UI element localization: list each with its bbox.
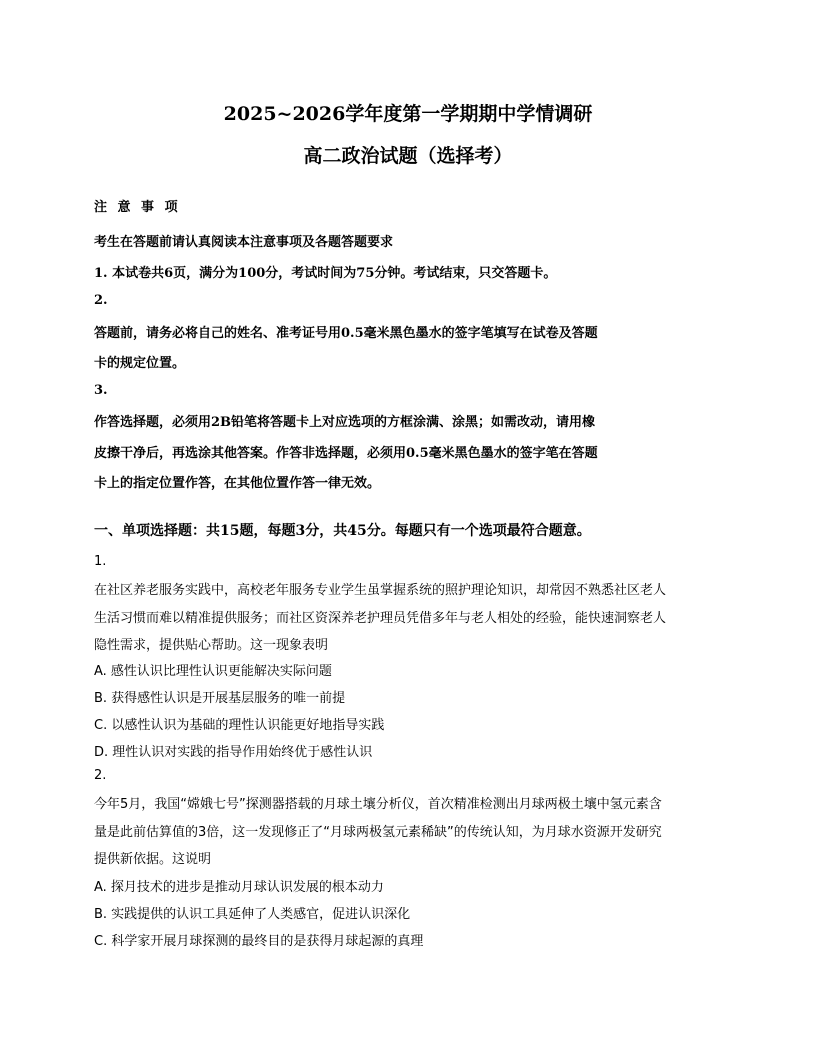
notice-item-3-line-2: 皮擦干净后，再选涂其他答案。作答非选择题，必须用0.5毫米黑色墨水的签字笔在答题 [94,446,598,461]
notice-item-2-line-2: 卡的规定位置。 [94,356,186,371]
exam-title: 2025~2026学年度第一学期期中学情调研 [223,103,593,125]
question-2-stem-line-1: 今年5月，我国“嫦娥七号”探测器搭载的月球土壤分析仪，首次精准检测出月球两极土壤中氢元素含 [94,797,662,812]
question-2-stem-line-2: 量是此前估算值的3倍，这一发现修正了“月球两极氢元素稀缺”的传统认知，为月球水资源开发研究 [94,825,662,840]
question-2-option-b: B. 实践提供的认识工具延伸了人类感官，促进认识深化 [94,907,411,922]
question-1-stem-line-2: 生活习惯而难以精准提供服务；而社区资深养老护理员凭借多年与老人相处的经验，能快速洞察老人 [94,611,667,626]
exam-subtitle: 高二政治试题（选择考） [303,145,513,167]
question-2-stem-line-3: 提供新依据。这说明 [94,852,212,867]
question-1-option-c: C. 以感性认识为基础的理性认识能更好地指导实践 [94,718,385,733]
notice-item-3-line-1: 作答选择题，必须用2B铅笔将答题卡上对应选项的方框涂满、涂黑；如需改动，请用橡 [94,415,596,430]
notice-item-2-line-1: 答题前，请务必将自己的姓名、准考证号用0.5毫米黑色墨水的签字笔填写在试卷及答题 [94,326,598,341]
question-1-number: 1. [94,554,107,569]
question-1-option-a: A. 感性认识比理性认识更能解决实际问题 [94,664,332,679]
question-2-number: 2. [94,768,107,783]
question-1-option-d: D. 理性认识对实践的指导作用始终优于感性认识 [94,745,373,760]
question-2-option-c: C. 科学家开展月球探测的最终目的是获得月球起源的真理 [94,934,424,949]
question-1-option-b: B. 获得感性认识是开展基层服务的唯一前提 [94,691,346,706]
notice-item-1: 1. 本试卷共6页，满分为100分，考试时间为75分钟。考试结束，只交答题卡。 [94,266,557,281]
notice-item-3-line-3: 卡上的指定位置作答，在其他位置作答一律无效。 [94,476,381,491]
notice-item-2-number: 2. [94,293,108,308]
question-2-option-a: A. 探月技术的进步是推动月球认识发展的根本动力 [94,880,384,895]
notice-intro: 考生在答题前请认真阅读本注意事项及各题答题要求 [94,235,394,250]
section-heading: 一、单项选择题：共15题，每题3分，共45分。每题只有一个选项最符合题意。 [94,523,591,539]
question-1-stem-line-1: 在社区养老服务实践中，高校老年服务专业学生虽掌握系统的照护理论知识，却常因不熟悉社区老人 [94,583,667,598]
question-1-stem-line-3: 隐性需求，提供贴心帮助。这一现象表明 [94,638,329,653]
notice-heading: 注 意 事 项 [94,200,181,215]
notice-item-3-number: 3. [94,383,108,398]
